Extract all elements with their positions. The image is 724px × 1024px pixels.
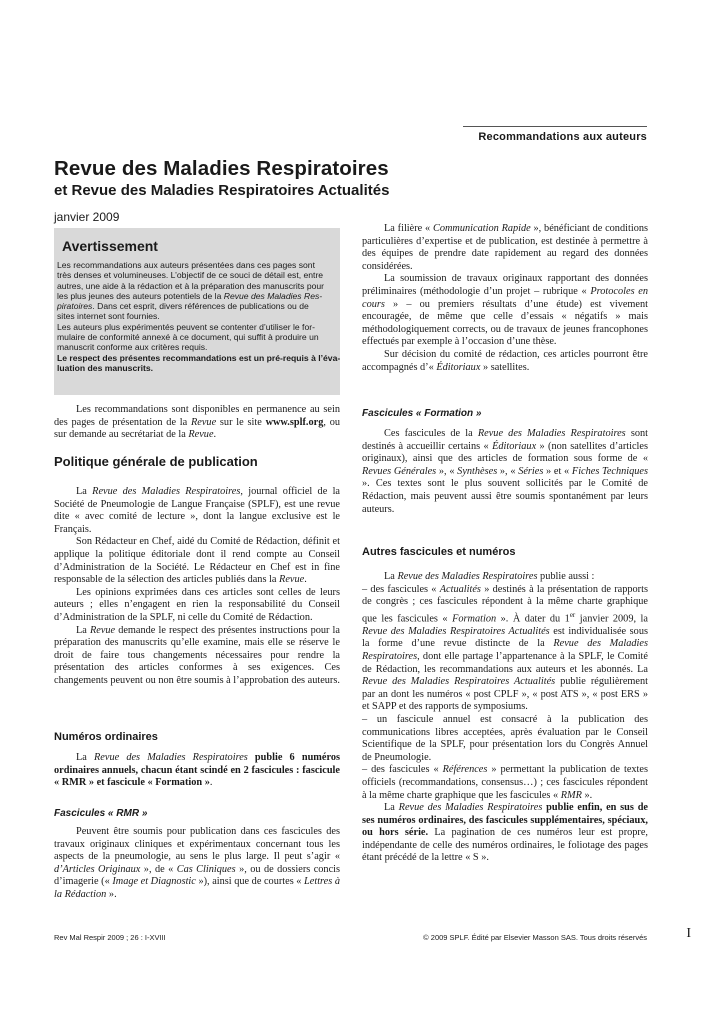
issue-date: janvier 2009 — [54, 210, 120, 224]
comm-paragraph: Sur décision du comité de rédaction, ces articles pourront être accompagnés d’« Éditoriaux » satellites. — [362, 348, 648, 373]
warning-box — [54, 228, 340, 395]
website-link[interactable]: www.splf.org — [265, 416, 324, 428]
warning-line: Les recommandations aux auteurs présentées dans ces pages sont — [57, 260, 315, 270]
other-heading: Autres fascicules et numéros — [362, 546, 516, 558]
warning-text — [57, 260, 339, 373]
journal-subtitle: et Revue des Maladies Respiratoires Actualités — [54, 182, 390, 199]
policy-paragraph: La Revue demande le respect des présentes instructions pour la préparation des manuscrits qu’elle examine, mais elle se réserve le droit de faire tous changements nécessaires pour rendre la présentation des articles conformes à ses exigences. Ces changements peuvent ou non être soumis à l’approbation des auteurs. — [54, 624, 340, 686]
policy-paragraph: La Revue des Maladies Respiratoires, journal officiel de la Société de Pneumologie de Langue Française (SPLF), est une revue dite « avec comité de lecture », dont la langue exclusive est le Français. — [54, 486, 341, 535]
policy-section — [54, 456, 340, 469]
warning-line: Les auteurs plus expérimentés peuvent se contenter d’utiliser le for- — [57, 321, 315, 332]
ordinary-heading: Numéros ordinaires — [54, 731, 158, 743]
warning-line: manuscrit conforme aux critères requis. — [57, 342, 208, 353]
left-column — [54, 404, 340, 442]
formation-paragraph: Ces fascicules de la Revue des Maladies Respiratoires sont destinés à accueillir certains « Éditoriaux » (non satellites d’articles originaux), ainsi que des articles de formation sous forme de « Revues Générales », « Synthèses », « Séries » et « Fiches Techniques ». Ces textes sont le plus souvent sollicités par le Comité de Rédaction, mais peuvent aussi être soumis spontanément par leurs auteurs. — [362, 428, 649, 515]
warning-line: autres, une aide à la rédaction et à la préparation des manuscrits pour — [57, 280, 325, 291]
policy-heading: Politique générale de publication — [54, 454, 258, 469]
comm-paragraph: La soumission de travaux originaux rapportant des données préliminaires (méthodologie d’un projet – rubrique « Protocoles en cours » – ou premiers résultats d’une étude) est vivement encouragée, de même que celle d’essais « négatifs » mais méthodologiquement corrects, ou de travaux de jeunes francophones effectués par exemple à l’occasion d’une thèse. — [362, 273, 648, 348]
warning-line: très denses et volumineuses. L’objectif de ce souci de détail est, entre — [57, 270, 324, 281]
warning-line-bold: luation des manuscrits. — [57, 362, 153, 373]
warning-line: sites internet sont fournies. — [57, 311, 160, 322]
rmr-heading: Fascicules « RMR » — [54, 808, 148, 819]
rmr-paragraph: Peuvent être soumis pour publication dans ces fascicules des travaux originaux cliniques et expérimentaux concernant tous les aspects de la pneumologie, au sens le plus large. Il peut s’agir « d’Articles Originaux », de « Cas Cliniques », ou de dossiers concis d’imagerie (« Image et Diagnostic »), ainsi que de courtes « Lettres à la Rédaction ». — [54, 826, 341, 900]
policy-paragraph: Son Rédacteur en Chef, aidé du Comité de Rédaction, définit et applique la politique éditoriale dont il rend compte au Conseil d’Administration de la Société. Le Rédacteur en Chef est in fine responsable de la sélection des articles publiés dans la Revue. — [54, 536, 340, 586]
other-paragraph: – des fascicules « Actualités » destinés à la présentation de rapports de congrès ; ces fascicules répondent à la même charte graphique que les fascicules « Formation ». À dater du 1er janvier 2009, la Revue des Maladies Respiratoires Actualités est individualisée sous la forme d’une revue distincte de la Revue des Maladies Respiratoires, dont elle partage l’appartenance à la SPLF, le Comité de Rédaction, les recommandations aux auteurs et les abonnés. La Revue des Maladies Respiratoires Actualités publie régulièrement par an dont les numéros « post CPLF », « post ATS », « post ERS » et SAPP et des rapports de symposiums. — [362, 583, 648, 713]
other-section — [362, 546, 648, 559]
footer-citation: Rev Mal Respir 2009 ; 26 : I-XVIII — [54, 933, 166, 942]
right-column — [362, 223, 648, 374]
ordinary-text — [54, 752, 340, 790]
warning-title: Avertissement — [62, 238, 158, 254]
other-paragraph: – des fascicules « Références » permettant la publication de textes officiels (recommandations, consensus…) ; ces fascicules répondent à la même charte graphique que les fascicules « RMR ». — [362, 764, 648, 801]
other-paragraph: La Revue des Maladies Respiratoires publie aussi : — [384, 571, 595, 582]
warning-line: piratoires. Dans cet esprit, divers références de publications ou de — [57, 301, 309, 312]
policy-paragraph: Les opinions exprimées dans ces articles sont celles de leurs auteurs ; elles n’engagent en rien la responsabilité du Conseil d’Administration de la SPLF, ni celle du Comité de Rédaction. — [54, 586, 340, 623]
warning-line: les plus jeunes des auteurs potentiels de la Revue des Maladies Res- — [57, 290, 323, 301]
rmr-text — [54, 826, 340, 902]
section-label: Recommandations aux auteurs — [478, 131, 647, 143]
header-rule — [463, 126, 647, 127]
warning-line-bold: Le respect des présentes recommandations est un pré-requis à l’éva- — [57, 352, 341, 363]
formation-text — [362, 428, 648, 516]
formation-heading: Fascicules « Formation » — [362, 408, 482, 419]
intro-paragraph: Les recommandations sont disponibles en permanence au sein des pages de présentation de la Revue sur le site www.splf.org, ou sur demande au secrétariat de la Revue. — [54, 404, 340, 441]
formation-section — [362, 408, 648, 421]
other-text — [362, 571, 648, 865]
page-number: I — [686, 926, 691, 941]
journal-title: Revue des Maladies Respiratoires — [54, 157, 389, 180]
ordinary-paragraph: La Revue des Maladies Respiratoires publie 6 numéros ordinaires annuels, chacun étant scindé en 2 fascicules : fascicule « RMR » et fascicule « Formation ». — [54, 752, 340, 789]
rmr-section — [54, 808, 340, 821]
footer-copyright: © 2009 SPLF. Édité par Elsevier Masson SAS. Tous droits réservés — [423, 933, 647, 942]
ordinary-section — [54, 731, 340, 744]
warning-line: mulaire de conformité annexé à ce document, qui suffit à produire un — [57, 332, 319, 343]
other-paragraph: La Revue des Maladies Respiratoires publie enfin, en sus de ses numéros ordinaires, des fascicules supplémentaires, spéciaux, ou hors série. La pagination de ces numéros leur est propre, indépendante de celle des numéros ordinaires, le foliotage des pages étant précédé de la lettre « S ». — [362, 802, 648, 864]
other-paragraph: – un fascicule annuel est consacré à la publication des communications libres acceptées, après évaluation par le Conseil Scientifique de la SPLF, pour présentation lors du Congrès Annuel de Pneumologie. — [362, 713, 648, 763]
comm-paragraph: La filière « Communication Rapide », bénéficiant de conditions particulières d’expertise et de publication, est destinée à permettre à des équipes de prendre date rapidement au regard des données considérées. — [362, 223, 648, 272]
policy-text — [54, 486, 340, 688]
